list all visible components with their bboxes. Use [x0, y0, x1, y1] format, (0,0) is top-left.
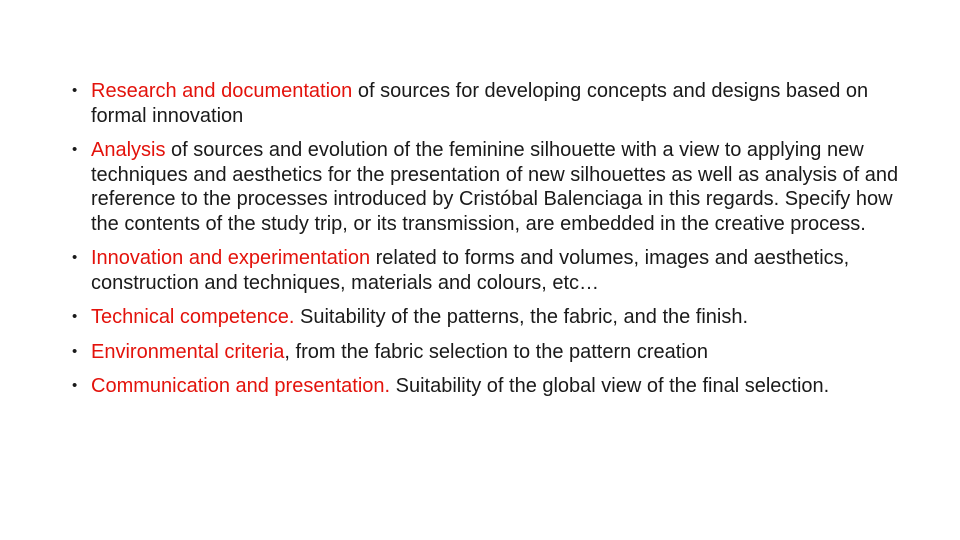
bullet-dot-icon: •: [72, 377, 78, 394]
bullet-text: Suitability of the patterns, the fabric, and the finish.: [294, 306, 749, 328]
bullet-item-innovation: [72, 246, 902, 295]
bullet-highlight: Research and documentation: [91, 80, 353, 102]
bullet-highlight: Technical competence.: [91, 306, 295, 328]
bullet-text: of sources and evolution of the feminine silhouette with a view to applying new techniques and aesthetics for the presentation of new silhouettes as well as analysis of and reference to the processes introduced by Cristóbal Balenciaga in this regards. Specify how the contents of the study trip, or its transmission, are embedded in the creative process.: [91, 139, 899, 235]
bullet-item-communication: [72, 374, 902, 399]
bullet-item-environmental: [72, 340, 902, 365]
bullet-item-research: [72, 79, 902, 128]
bullet-text: Suitability of the global view of the final selection.: [390, 375, 830, 397]
bullet-text: related to forms and volumes, images and aesthetics, construction and techniques, materials and colours, etc…: [91, 247, 850, 294]
bullet-highlight: Analysis: [91, 139, 166, 161]
bullet-item-technical: [72, 305, 902, 330]
bullet-dot-icon: •: [72, 308, 78, 325]
bullet-list: [72, 79, 902, 399]
bullet-highlight: Environmental criteria: [91, 340, 285, 363]
bullet-dot-icon: •: [72, 342, 78, 360]
bullet-dot-icon: •: [72, 249, 78, 266]
bullet-dot-icon: •: [72, 82, 78, 99]
bullet-dot-icon: •: [72, 141, 78, 158]
bullet-highlight: Innovation and experimentation: [91, 247, 371, 269]
bullet-item-analysis: [72, 138, 902, 236]
bullet-text: of sources for developing concepts and designs based on formal innovation: [91, 80, 869, 127]
bullet-text: , from the fabric selection to the pattern creation: [284, 340, 708, 363]
bullet-highlight: Communication and presentation.: [91, 375, 391, 397]
